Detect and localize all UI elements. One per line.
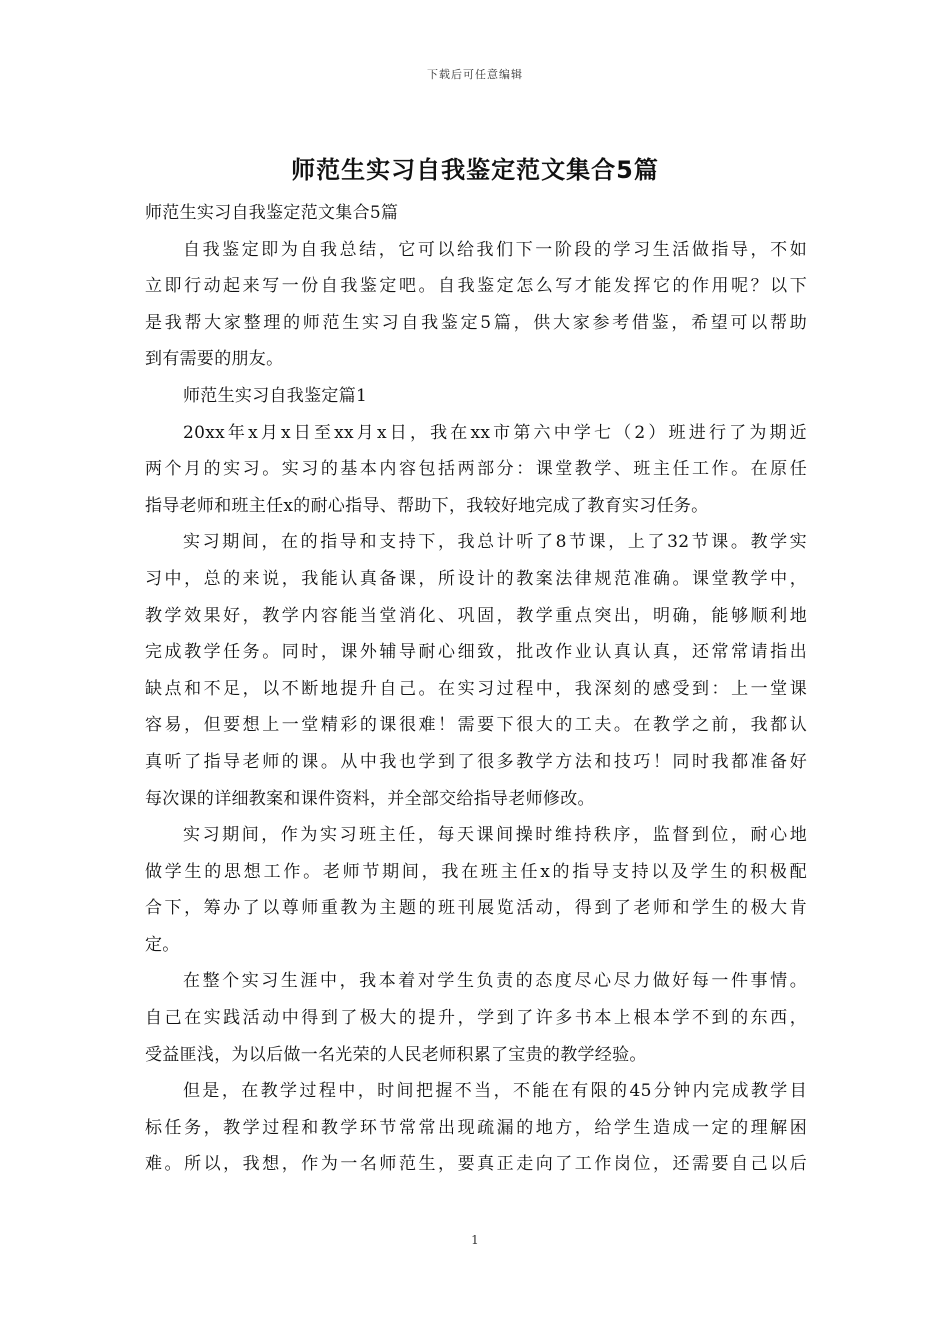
paragraph-line: 实习期间，作为实习班主任，每天课间操时维持秩序，监督到位，耐心地 xyxy=(183,825,807,846)
page-number: 1 xyxy=(471,1233,479,1247)
header-note: 下载后可任意编辑 xyxy=(427,68,523,81)
paragraph-line: 做学生的思想工作。老师节期间，我在班主任x的指导支持以及学生的积极配 xyxy=(145,861,807,882)
paragraph-line: 但是，在教学过程中，时间把握不当，不能在有限的45分钟内完成教学目 xyxy=(183,1081,807,1102)
paragraph-line: 指导老师和班主任x的耐心指导、帮助下，我较好地完成了教育实习任务。 xyxy=(145,495,709,516)
paragraph-line: 受益匪浅，为以后做一名光荣的人民老师积累了宝贵的教学经验。 xyxy=(145,1044,647,1065)
paragraph-line: 20xx年x月x日至xx月x日，我在xx市第六中学七（2）班进行了为期近 xyxy=(183,422,807,443)
paragraph-line: 两个月的实习。实习的基本内容包括两部分：课堂教学、班主任工作。在原任 xyxy=(145,459,807,480)
paragraph-line: 是我帮大家整理的师范生实习自我鉴定5篇，供大家参考借鉴，希望可以帮助 xyxy=(145,312,807,333)
paragraph-line: 教学效果好，教学内容能当堂消化、巩固，教学重点突出，明确，能够顺利地 xyxy=(145,605,807,626)
document-title: 师范生实习自我鉴定范文集合5篇 xyxy=(291,156,659,184)
paragraph-line: 难。所以，我想，作为一名师范生，要真正走向了工作岗位，还需要自己以后 xyxy=(145,1154,807,1175)
paragraph-line: 真听了指导老师的课。从中我也学到了很多教学方法和技巧！同时我都准备好 xyxy=(145,751,807,772)
subtitle-line: 师范生实习自我鉴定范文集合5篇 xyxy=(145,203,399,223)
paragraph-line: 每次课的详细教案和课件资料，并全部交给指导老师修改。 xyxy=(145,788,595,809)
paragraph-line: 实习期间，在的指导和支持下，我总计听了8节课，上了32节课。教学实 xyxy=(183,532,807,553)
paragraph-line: 自己在实践活动中得到了极大的提升，学到了许多书本上根本学不到的东西， xyxy=(145,1008,807,1029)
paragraph-line: 习中，总的来说，我能认真备课，所设计的教案法律规范准确。课堂教学中， xyxy=(145,568,807,589)
section-heading: 师范生实习自我鉴定篇1 xyxy=(183,385,368,406)
paragraph-line: 容易，但要想上一堂精彩的课很难！需要下很大的工夫。在教学之前，我都认 xyxy=(145,715,807,736)
paragraph-line: 自我鉴定即为自我总结，它可以给我们下一阶段的学习生活做指导，不如 xyxy=(183,239,807,260)
paragraph-line: 到有需要的朋友。 xyxy=(145,349,284,370)
paragraph-line: 定。 xyxy=(145,934,180,955)
paragraph-line: 完成教学任务。同时，课外辅导耐心细致，批改作业认真认真，还常常请指出 xyxy=(145,642,807,663)
paragraph-line: 在整个实习生涯中，我本着对学生负责的态度尽心尽力做好每一件事情。 xyxy=(183,971,807,992)
paragraph-line: 立即行动起来写一份自我鉴定吧。自我鉴定怎么写才能发挥它的作用呢？以下 xyxy=(145,276,807,297)
paragraph-line: 缺点和不足，以不断地提升自己。在实习过程中，我深刻的感受到：上一堂课 xyxy=(145,678,807,699)
paragraph-line: 合下，筹办了以尊师重教为主题的班刊展览活动，得到了老师和学生的极大肯 xyxy=(145,898,807,919)
document-body xyxy=(145,198,807,1186)
paragraph-line: 标任务，教学过程和教学环节常常出现疏漏的地方，给学生造成一定的理解困 xyxy=(145,1117,807,1138)
